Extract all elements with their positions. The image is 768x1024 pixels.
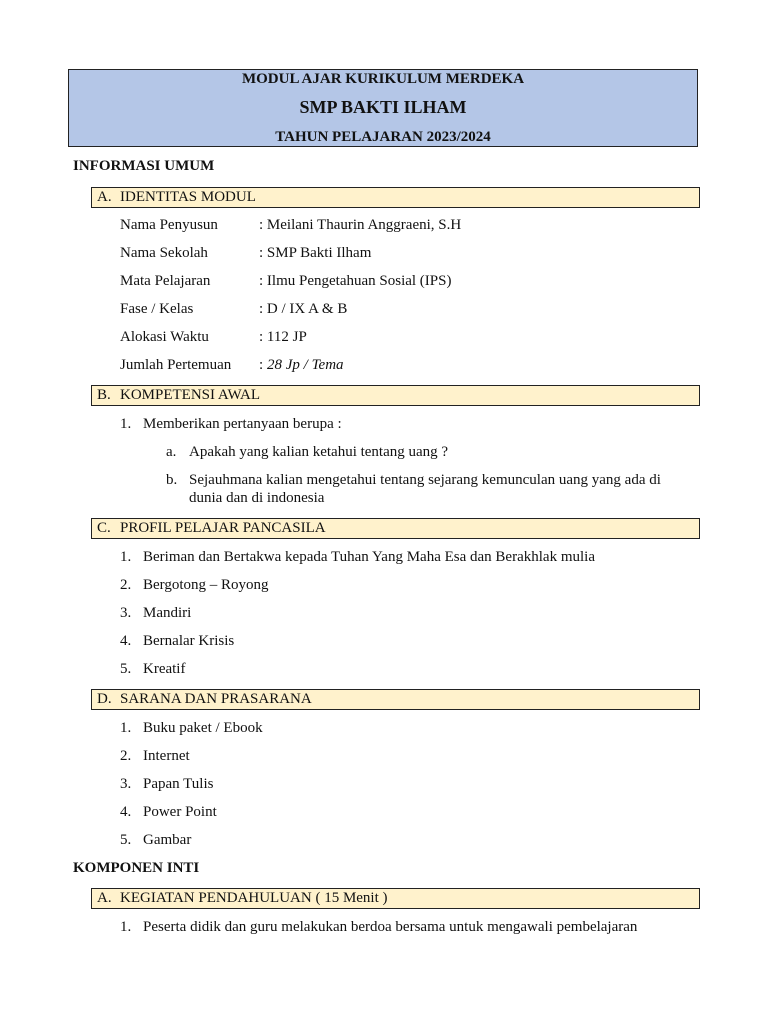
subsection-letter: D.	[97, 691, 112, 707]
identitas-value: 28 Jp / Tema	[267, 357, 344, 373]
list-number: 1.	[120, 416, 132, 432]
header-school-name: SMP BAKTI ILHAM	[299, 97, 467, 117]
header-module-title: MODUL AJAR KURIKULUM MERDEKA	[241, 71, 525, 87]
subsection-identitas-modul	[91, 187, 700, 208]
subsection-sarana-prasarana	[91, 689, 700, 710]
subsection-letter: C.	[97, 520, 111, 536]
identitas-value: : 112 JP	[259, 329, 307, 345]
list-number: 2.	[120, 748, 132, 764]
identitas-value: : SMP Bakti Ilham	[259, 245, 372, 261]
sub-list-item: Sejauhmana kalian mengetahui tentang sejarang kemunculan uang yang ada di	[189, 472, 661, 488]
list-number: 3.	[120, 776, 132, 792]
identitas-label: Nama Penyusun	[120, 217, 218, 233]
header-academic-year: TAHUN PELAJARAN 2023/2024	[275, 129, 491, 145]
list-item: Peserta didik dan guru melakukan berdoa bersama untuk mengawali pembelajaran	[143, 919, 638, 935]
identitas-value: : Ilmu Pengetahuan Sosial (IPS)	[259, 273, 452, 289]
subsection-label: SARANA DAN PRASARANA	[120, 691, 312, 707]
list-item: Mandiri	[143, 605, 192, 621]
identitas-label: Mata Pelajaran	[120, 273, 211, 289]
subsection-label: PROFIL PELAJAR PANCASILA	[120, 520, 326, 536]
list-number: 4.	[120, 804, 132, 820]
list-item: Internet	[143, 748, 190, 764]
subsection-label: IDENTITAS MODUL	[120, 189, 256, 205]
list-item: Papan Tulis	[143, 776, 214, 792]
sub-list-letter: a.	[166, 444, 177, 460]
list-item: Gambar	[143, 832, 192, 848]
list-item: Power Point	[143, 804, 217, 820]
identitas-value: : Meilani Thaurin Anggraeni, S.H	[259, 217, 462, 233]
document-header	[68, 69, 698, 147]
sub-list-item-continued: dunia dan di indonesia	[189, 490, 325, 506]
list-item: Memberikan pertanyaan berupa :	[143, 416, 342, 432]
list-number: 2.	[120, 577, 132, 593]
identitas-label: Nama Sekolah	[120, 245, 208, 261]
list-item: Buku paket / Ebook	[143, 720, 263, 736]
identitas-label: Jumlah Pertemuan	[120, 357, 232, 373]
sub-list-item: Apakah yang kalian ketahui tentang uang ?	[189, 444, 449, 460]
list-number: 5.	[120, 832, 132, 848]
list-number: 1.	[120, 720, 132, 736]
subsection-label: KEGIATAN PENDAHULUAN ( 15 Menit )	[120, 890, 388, 906]
subsection-label: KOMPETENSI AWAL	[120, 387, 261, 403]
subsection-kompetensi-awal	[91, 385, 700, 406]
list-item: Kreatif	[143, 661, 186, 677]
subsection-profil-pelajar-pancasila	[91, 518, 700, 539]
identitas-value: : D / IX A & B	[259, 301, 348, 317]
subsection-letter: A.	[97, 890, 112, 906]
list-number: 4.	[120, 633, 132, 649]
sub-list-letter: b.	[166, 472, 178, 488]
subsection-letter: A.	[97, 189, 112, 205]
list-number: 5.	[120, 661, 132, 677]
list-number: 1.	[120, 919, 132, 935]
subsection-kegiatan-pendahuluan	[91, 888, 700, 909]
section-informasi-umum: INFORMASI UMUM	[73, 158, 215, 174]
identitas-label: Alokasi Waktu	[120, 329, 209, 345]
list-number: 1.	[120, 549, 132, 565]
subsection-letter: B.	[97, 387, 111, 403]
list-item: Bergotong – Royong	[143, 577, 269, 593]
list-item: Bernalar Krisis	[143, 633, 235, 649]
list-number: 3.	[120, 605, 132, 621]
list-item: Beriman dan Bertakwa kepada Tuhan Yang Maha Esa dan Berakhlak mulia	[143, 549, 595, 565]
identitas-label: Fase / Kelas	[120, 301, 194, 317]
section-komponen-inti: KOMPONEN INTI	[73, 860, 200, 876]
identitas-value-colon: :	[259, 357, 264, 373]
